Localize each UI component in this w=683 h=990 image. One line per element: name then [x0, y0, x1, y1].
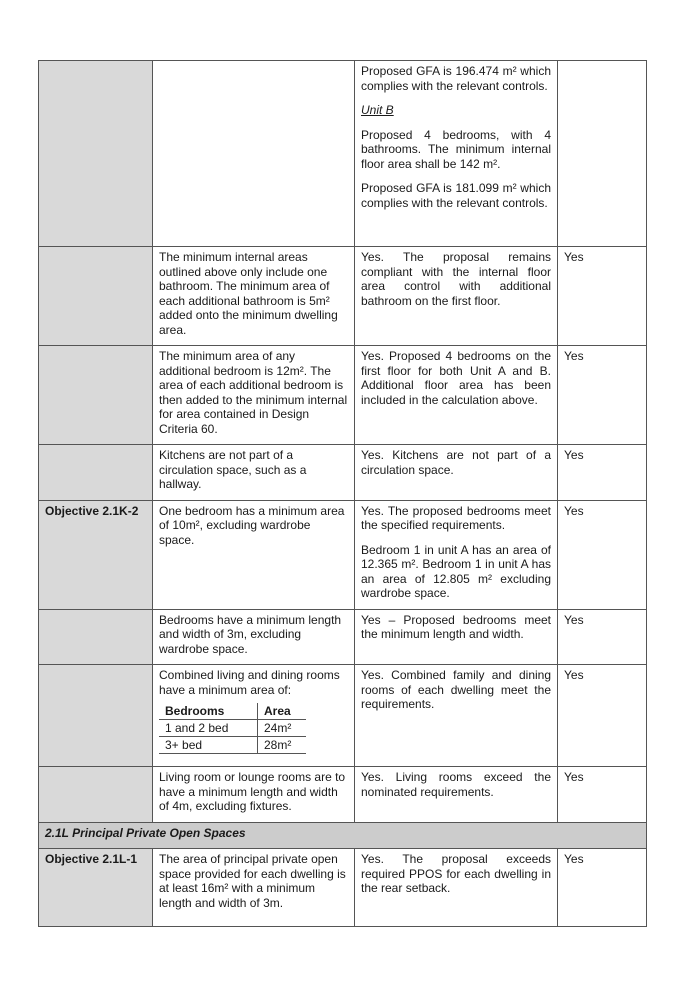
compliance-cell: Yes: [558, 500, 647, 609]
bedrooms-value: 1 and 2 bed: [159, 720, 258, 737]
bedrooms-value: 3+ bed: [159, 737, 258, 754]
table-row: [39, 665, 647, 767]
compliance-cell: Yes: [558, 346, 647, 445]
criteria-cell: The area of principal private open space provided for each dwelling is at least 16m² with a minimum length and width of 3m.: [153, 849, 355, 927]
compliance-cell: Yes: [558, 609, 647, 665]
comment-text: Yes. The proposed bedrooms meet the specified requirements.: [361, 503, 551, 532]
compliance-table: [38, 60, 647, 927]
objective-cell: [39, 609, 153, 665]
comment-text: Proposed GFA is 196.474 m² which complies with the relevant controls.: [361, 64, 551, 93]
comment-cell: Yes. Living rooms exceed the nominated requirements.: [355, 767, 558, 823]
objective-cell: [39, 247, 153, 346]
table-row: [159, 720, 306, 737]
section-row: [39, 822, 647, 849]
comment-text: Proposed GFA is 181.099 m² which complies with the relevant controls.: [361, 181, 551, 210]
room-area-table: [159, 703, 306, 754]
criteria-cell: The minimum area of any additional bedroom is 12m². The area of each additional bedroom is then added to the minimum internal for area contained in Design Criteria 60.: [153, 346, 355, 445]
criteria-cell: Kitchens are not part of a circulation space, such as a hallway.: [153, 445, 355, 501]
criteria-cell: One bedroom has a minimum area of 10m², excluding wardrobe space.: [153, 500, 355, 609]
comment-cell: Yes. Combined family and dining rooms of each dwelling meet the requirements.: [355, 665, 558, 767]
table-row: [39, 767, 647, 823]
table-row: [159, 703, 306, 720]
compliance-cell: Yes: [558, 849, 647, 927]
area-value: 24m²: [258, 720, 307, 737]
comment-cell: Yes. The proposal exceeds required PPOS for each dwelling in the rear setback.: [355, 849, 558, 927]
criteria-cell: Bedrooms have a minimum length and width of 3m, excluding wardrobe space.: [153, 609, 355, 665]
table-row: [39, 61, 647, 247]
comment-cell: Yes. Proposed 4 bedrooms on the first floor for both Unit A and B. Additional floor area has been included in the calculation above.: [355, 346, 558, 445]
objective-cell: Objective 2.1L-1: [39, 849, 153, 927]
table-row: [159, 737, 306, 754]
objective-cell: Objective 2.1K-2: [39, 500, 153, 609]
area-value: 28m²: [258, 737, 307, 754]
criteria-cell: The minimum internal areas outlined above only include one bathroom. The minimum area of each additional bathroom is 5m² added onto the minimum dwelling area.: [153, 247, 355, 346]
comment-text: Proposed 4 bedrooms, with 4 bathrooms. The minimum internal floor area shall be 142 m².: [361, 127, 551, 171]
comment-cell: [355, 61, 558, 247]
comment-cell: Yes. The proposal remains compliant with the internal floor area control with additional bathroom on the first floor.: [355, 247, 558, 346]
table-row: [39, 445, 647, 501]
comment-cell: Yes – Proposed bedrooms meet the minimum length and width.: [355, 609, 558, 665]
table-row: [39, 500, 647, 609]
table-row: [39, 609, 647, 665]
criteria-cell: [153, 61, 355, 247]
compliance-cell: Yes: [558, 767, 647, 823]
criteria-text: Combined living and dining rooms have a minimum area of:: [159, 668, 340, 697]
header-area: Area: [258, 703, 307, 720]
compliance-cell: Yes: [558, 247, 647, 346]
objective-cell: [39, 767, 153, 823]
compliance-cell: Yes: [558, 665, 647, 767]
criteria-cell: Living room or lounge rooms are to have a minimum length and width of 4m, excluding fixtures.: [153, 767, 355, 823]
objective-cell: [39, 61, 153, 247]
compliance-cell: Yes: [558, 445, 647, 501]
comment-text: Bedroom 1 in unit A has an area of 12.365 m². Bedroom 1 in unit A has an area of 12.805 m² excluding wardrobe space.: [361, 542, 551, 600]
table-row: [39, 247, 647, 346]
compliance-cell: [558, 61, 647, 247]
objective-cell: [39, 665, 153, 767]
table-row: [39, 346, 647, 445]
comment-cell: [355, 500, 558, 609]
header-bedrooms: Bedrooms: [159, 703, 258, 720]
comment-cell: Yes. Kitchens are not part of a circulation space.: [355, 445, 558, 501]
unit-heading: Unit B: [361, 103, 394, 117]
objective-cell: [39, 445, 153, 501]
objective-cell: [39, 346, 153, 445]
section-heading: 2.1L Principal Private Open Spaces: [39, 822, 647, 849]
criteria-cell: [153, 665, 355, 767]
table-row: [39, 849, 647, 927]
